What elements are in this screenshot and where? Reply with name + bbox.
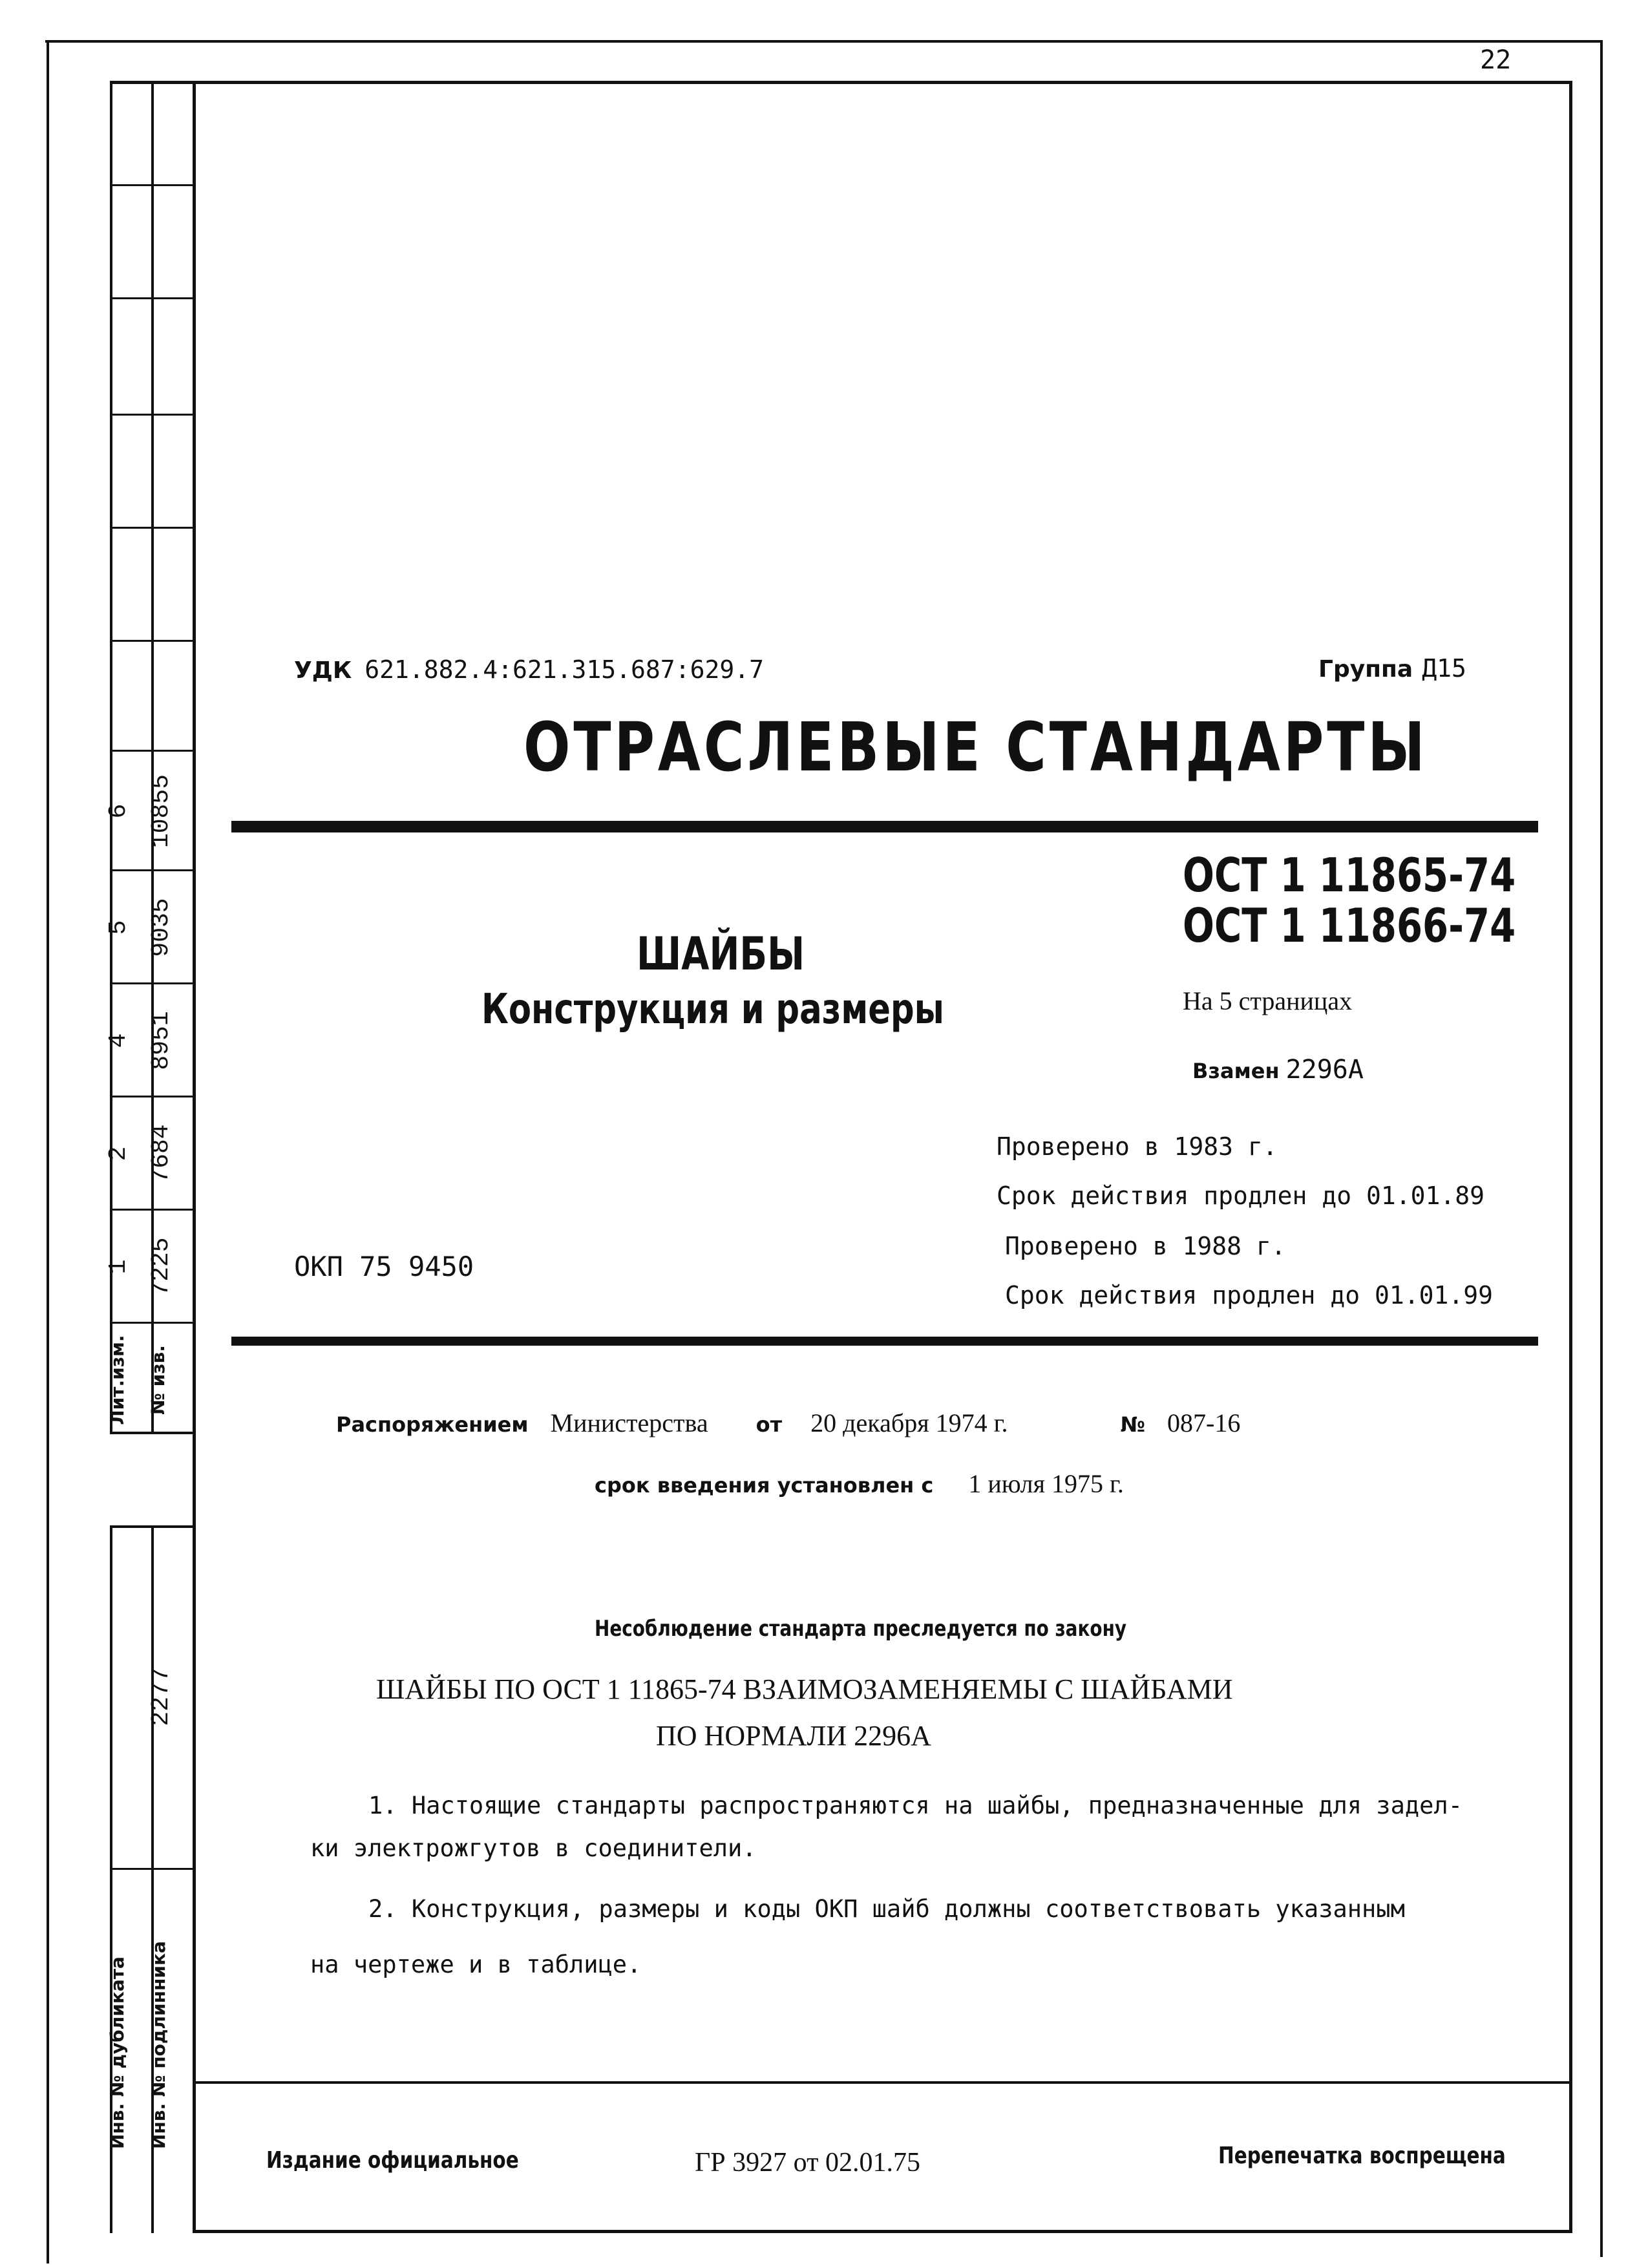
replaces-value: 2296А [1285, 1055, 1364, 1085]
order-number: 087-16 [1167, 1408, 1241, 1437]
original-inventory-number: 2277 [147, 1667, 175, 1726]
replaces-label: Взамен [1192, 1059, 1280, 1083]
paragraph-2-line-1: 2. Конструкция, размеры и коды ОКП шайб должны соответствовать указанным [368, 1895, 1405, 1923]
page-number: 22 [1480, 45, 1512, 75]
group-label: Группа [1318, 656, 1413, 683]
order-number-label: № [1120, 1412, 1145, 1437]
revision-izv-1: 7225 [147, 1237, 175, 1297]
main-title: ОТРАСЛЕВЫЕ СТАНДАРТЫ [523, 708, 1428, 787]
group-value: Д15 [1422, 654, 1466, 683]
paragraph-1-line-2: ки электрожгутов в соединители. [310, 1834, 757, 1862]
duplicate-inventory-label: Инв. № дубликата [107, 1956, 128, 2149]
intro-line [595, 1468, 1124, 1499]
order-date: 20 декабря 1974 г. [810, 1408, 1008, 1437]
udk-line [294, 654, 764, 684]
intro-label: срок введения установлен с [595, 1473, 934, 1498]
info-rule [231, 1337, 1538, 1346]
paragraph-1-line-1: 1. Настоящие стандарты распространяются на шайбы, предназначенные для задел- [368, 1792, 1463, 1819]
revision-izv-label: № изв. [147, 1345, 169, 1415]
udk-value: 621.882.4:621.315.687:629.7 [364, 655, 764, 684]
revision-izv-6: 10855 [147, 774, 175, 849]
pages-info: На 5 страницах [1183, 986, 1353, 1015]
footer-registration: ГР 3927 от 02.01.75 [695, 2148, 920, 2178]
revision-lit-label: Лит.изм. [107, 1335, 128, 1425]
footer-reprint-prohibited: Перепечатка воспрещена [1218, 2143, 1506, 2169]
order-ministry: Министерства [550, 1408, 708, 1437]
replaces-line [1192, 1055, 1364, 1085]
product-subtitle: Конструкция и размеры [481, 986, 944, 1033]
check-2: Срок действия продлен до 01.01.89 [997, 1182, 1484, 1210]
title-rule [231, 821, 1538, 832]
revision-lit-2: 2 [105, 1146, 132, 1161]
okp-code: ОКП 75 9450 [294, 1251, 474, 1282]
revision-lit-6: 6 [105, 803, 132, 819]
revision-izv-2: 7684 [147, 1124, 175, 1183]
revision-izv-4: 8951 [147, 1011, 175, 1070]
original-inventory-label: Инв. № подлинника [148, 1941, 169, 2149]
revision-lit-5: 5 [105, 920, 132, 935]
standard-code-1: ОСТ 1 11865-74 [1183, 848, 1516, 902]
footer-official-edition: Издание официальное [266, 2147, 519, 2174]
group-line [1318, 654, 1466, 683]
revision-lit-4: 4 [105, 1033, 132, 1048]
order-from-label: от [755, 1412, 783, 1437]
order-label: Распоряжением [336, 1412, 529, 1437]
order-line [336, 1408, 1240, 1438]
check-1: Проверено в 1983 г. [997, 1132, 1278, 1161]
standard-code-2: ОСТ 1 11866-74 [1183, 898, 1516, 953]
intro-date: 1 июля 1975 г. [968, 1469, 1124, 1498]
check-3: Проверено в 1988 г. [1005, 1232, 1286, 1260]
interchange-line-2: ПО НОРМАЛИ 2296А [656, 1720, 931, 1752]
revision-lit-1: 1 [105, 1259, 132, 1275]
product-title: ШАЙБЫ [637, 927, 805, 980]
interchange-line-1: ШАЙБЫ ПО ОСТ 1 11865-74 ВЗАИМОЗАМЕНЯЕМЫ С ШАЙБАМИ [376, 1673, 1233, 1705]
law-notice: Несоблюдение стандарта преследуется по закону [595, 1616, 1127, 1642]
check-4: Срок действия продлен до 01.01.99 [1005, 1281, 1493, 1309]
revision-izv-5: 9035 [147, 898, 175, 957]
paragraph-2-line-2: на чертеже и в таблице. [310, 1951, 642, 1978]
udk-label: УДК [294, 657, 352, 684]
